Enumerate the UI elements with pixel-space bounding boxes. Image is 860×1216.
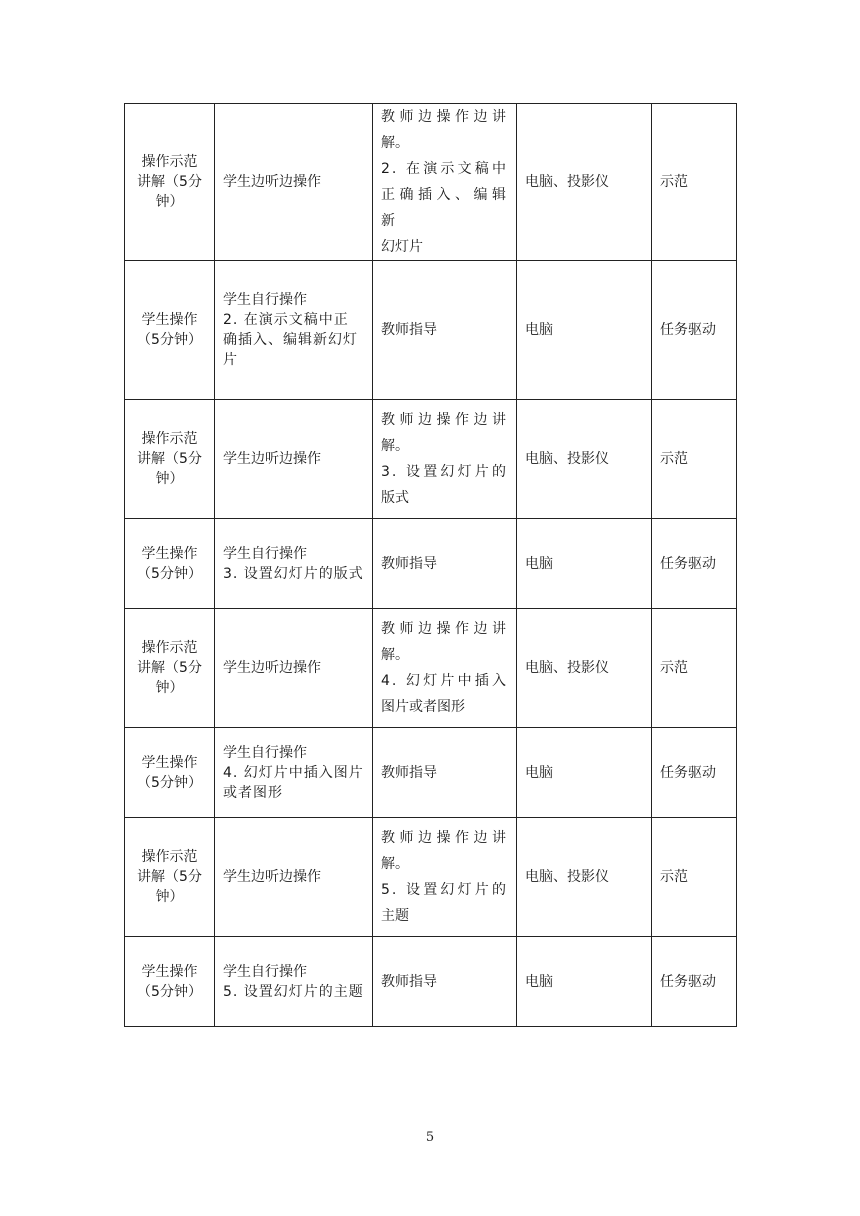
rows-teacher-line: 图片或者图形 xyxy=(381,699,465,715)
rows-teacher-line: 教师边操作边讲 xyxy=(381,109,508,125)
rows-stage-line: 操作示范 xyxy=(141,640,198,656)
lesson-plan-table xyxy=(124,103,737,1027)
student-activity-cell xyxy=(215,400,373,519)
method-cell xyxy=(652,261,737,400)
rows-teacher-line: 解。 xyxy=(381,856,409,872)
rows-student-line: 或者图形 xyxy=(223,784,283,801)
rows-teacher-line: 教师边操作边讲 xyxy=(381,412,508,428)
rows-teacher-line: 2. 在演示文稿中 xyxy=(381,161,508,177)
method-text: 示范 xyxy=(660,869,688,885)
rows-stage-line: 学生操作 xyxy=(141,545,198,562)
rows-stage-line: （5分钟） xyxy=(137,565,202,582)
rows-stage-line: 操作示范 xyxy=(141,154,198,170)
media-text: 电脑 xyxy=(525,973,553,990)
rows-stage-line: 钟） xyxy=(155,680,184,696)
rows-student-line: 确插入、编辑新幻灯 xyxy=(223,332,358,348)
rows-teacher-line: 4. 幻灯片中插入 xyxy=(381,673,508,689)
method-cell xyxy=(652,818,737,937)
rows-student-line: 学生边听边操作 xyxy=(223,869,321,885)
stage-cell xyxy=(125,104,215,261)
student-activity-cell xyxy=(215,519,373,609)
media-cell xyxy=(517,261,652,400)
media-cell xyxy=(517,728,652,818)
media-cell xyxy=(517,400,652,519)
table-row xyxy=(125,937,737,1027)
rows-student-line: 2. 在演示文稿中正 xyxy=(223,312,349,328)
method-cell xyxy=(652,609,737,728)
rows-stage-line: 操作示范 xyxy=(141,849,198,865)
rows-stage-line: 讲解（5分 xyxy=(137,869,202,885)
media-text: 电脑 xyxy=(525,555,553,572)
teacher-activity-cell xyxy=(373,519,517,609)
rows-student-line: 学生边听边操作 xyxy=(223,451,321,467)
method-cell xyxy=(652,728,737,818)
table-row xyxy=(125,818,737,937)
rows-teacher-line: 教师边操作边讲 xyxy=(381,830,508,846)
rows-stage-line: 讲解（5分 xyxy=(137,174,202,190)
rows-stage-line: 学生操作 xyxy=(141,754,198,771)
student-activity-cell xyxy=(215,104,373,261)
media-cell xyxy=(517,609,652,728)
method-text: 示范 xyxy=(660,451,688,467)
stage-cell xyxy=(125,400,215,519)
rows-student-line: 学生边听边操作 xyxy=(223,174,321,190)
rows-teacher-line: 5. 设置幻灯片的 xyxy=(381,882,508,898)
lesson-plan-body xyxy=(125,104,737,1027)
teacher-activity-cell xyxy=(373,261,517,400)
rows-teacher-line: 版式 xyxy=(381,490,409,506)
rows-stage-line: 学生操作 xyxy=(141,963,198,980)
rows-student-line: 学生自行操作 xyxy=(223,963,307,980)
table-row xyxy=(125,609,737,728)
method-cell xyxy=(652,519,737,609)
rows-teacher-line: 教师指导 xyxy=(381,555,437,572)
rows-student-line: 学生自行操作 xyxy=(223,545,307,562)
rows-stage-line: 学生操作 xyxy=(141,312,198,328)
rows-stage-line: （5分钟） xyxy=(137,983,202,1000)
rows-teacher-line: 主题 xyxy=(381,908,409,924)
rows-teacher-line: 教师指导 xyxy=(381,764,437,781)
media-cell xyxy=(517,104,652,261)
method-cell xyxy=(652,104,737,261)
rows-student-line: 片 xyxy=(223,352,238,368)
rows-teacher-line: 教师指导 xyxy=(381,322,437,338)
teacher-activity-cell xyxy=(373,818,517,937)
media-text: 电脑、投影仪 xyxy=(525,660,609,676)
student-activity-cell xyxy=(215,937,373,1027)
stage-cell xyxy=(125,609,215,728)
teacher-activity-cell xyxy=(373,104,517,261)
rows-student-line: 学生自行操作 xyxy=(223,744,307,761)
rows-stage-line: 钟） xyxy=(155,889,184,905)
rows-student-line: 3. 设置幻灯片的版式 xyxy=(223,565,364,582)
stage-cell xyxy=(125,519,215,609)
teacher-activity-cell xyxy=(373,400,517,519)
teacher-activity-cell xyxy=(373,937,517,1027)
rows-teacher-line: 正确插入、编辑新 xyxy=(381,187,508,229)
media-text: 电脑 xyxy=(525,322,553,338)
rows-stage-line: 钟） xyxy=(155,471,184,487)
media-cell xyxy=(517,519,652,609)
student-activity-cell xyxy=(215,728,373,818)
method-text: 任务驱动 xyxy=(660,764,716,781)
rows-teacher-line: 解。 xyxy=(381,438,409,454)
table-row xyxy=(125,728,737,818)
table-row xyxy=(125,400,737,519)
student-activity-cell xyxy=(215,818,373,937)
rows-teacher-line: 解。 xyxy=(381,647,409,663)
media-text: 电脑、投影仪 xyxy=(525,451,609,467)
rows-teacher-line: 教师边操作边讲 xyxy=(381,621,508,637)
method-text: 示范 xyxy=(660,174,688,190)
method-text: 任务驱动 xyxy=(660,555,716,572)
rows-teacher-line: 教师指导 xyxy=(381,973,437,990)
stage-cell xyxy=(125,818,215,937)
table-row xyxy=(125,261,737,400)
student-activity-cell xyxy=(215,609,373,728)
stage-cell xyxy=(125,937,215,1027)
media-cell xyxy=(517,937,652,1027)
rows-stage-line: （5分钟） xyxy=(137,332,202,348)
stage-cell xyxy=(125,728,215,818)
rows-stage-line: （5分钟） xyxy=(137,774,202,791)
media-cell xyxy=(517,818,652,937)
stage-cell xyxy=(125,261,215,400)
media-text: 电脑、投影仪 xyxy=(525,174,609,190)
rows-teacher-line: 解。 xyxy=(381,135,409,151)
rows-stage-line: 操作示范 xyxy=(141,431,198,447)
teacher-activity-cell xyxy=(373,728,517,818)
rows-stage-line: 讲解（5分 xyxy=(137,660,202,676)
method-text: 任务驱动 xyxy=(660,322,716,338)
teacher-activity-cell xyxy=(373,609,517,728)
rows-teacher-line: 3. 设置幻灯片的 xyxy=(381,464,508,480)
student-activity-cell xyxy=(215,261,373,400)
rows-stage-line: 钟） xyxy=(155,194,184,210)
rows-student-line: 学生自行操作 xyxy=(223,292,307,308)
media-text: 电脑、投影仪 xyxy=(525,869,609,885)
rows-teacher-line: 幻灯片 xyxy=(381,239,423,255)
rows-stage-line: 讲解（5分 xyxy=(137,451,202,467)
table-row xyxy=(125,519,737,609)
method-text: 示范 xyxy=(660,660,688,676)
page-number: 5 xyxy=(425,1130,435,1145)
method-cell xyxy=(652,400,737,519)
rows-student-line: 4. 幻灯片中插入图片 xyxy=(223,764,364,781)
rows-student-line: 5. 设置幻灯片的主题 xyxy=(223,983,364,1000)
method-cell xyxy=(652,937,737,1027)
rows-student-line: 学生边听边操作 xyxy=(223,660,321,676)
table-row xyxy=(125,104,737,261)
media-text: 电脑 xyxy=(525,764,553,781)
method-text: 任务驱动 xyxy=(660,973,716,990)
